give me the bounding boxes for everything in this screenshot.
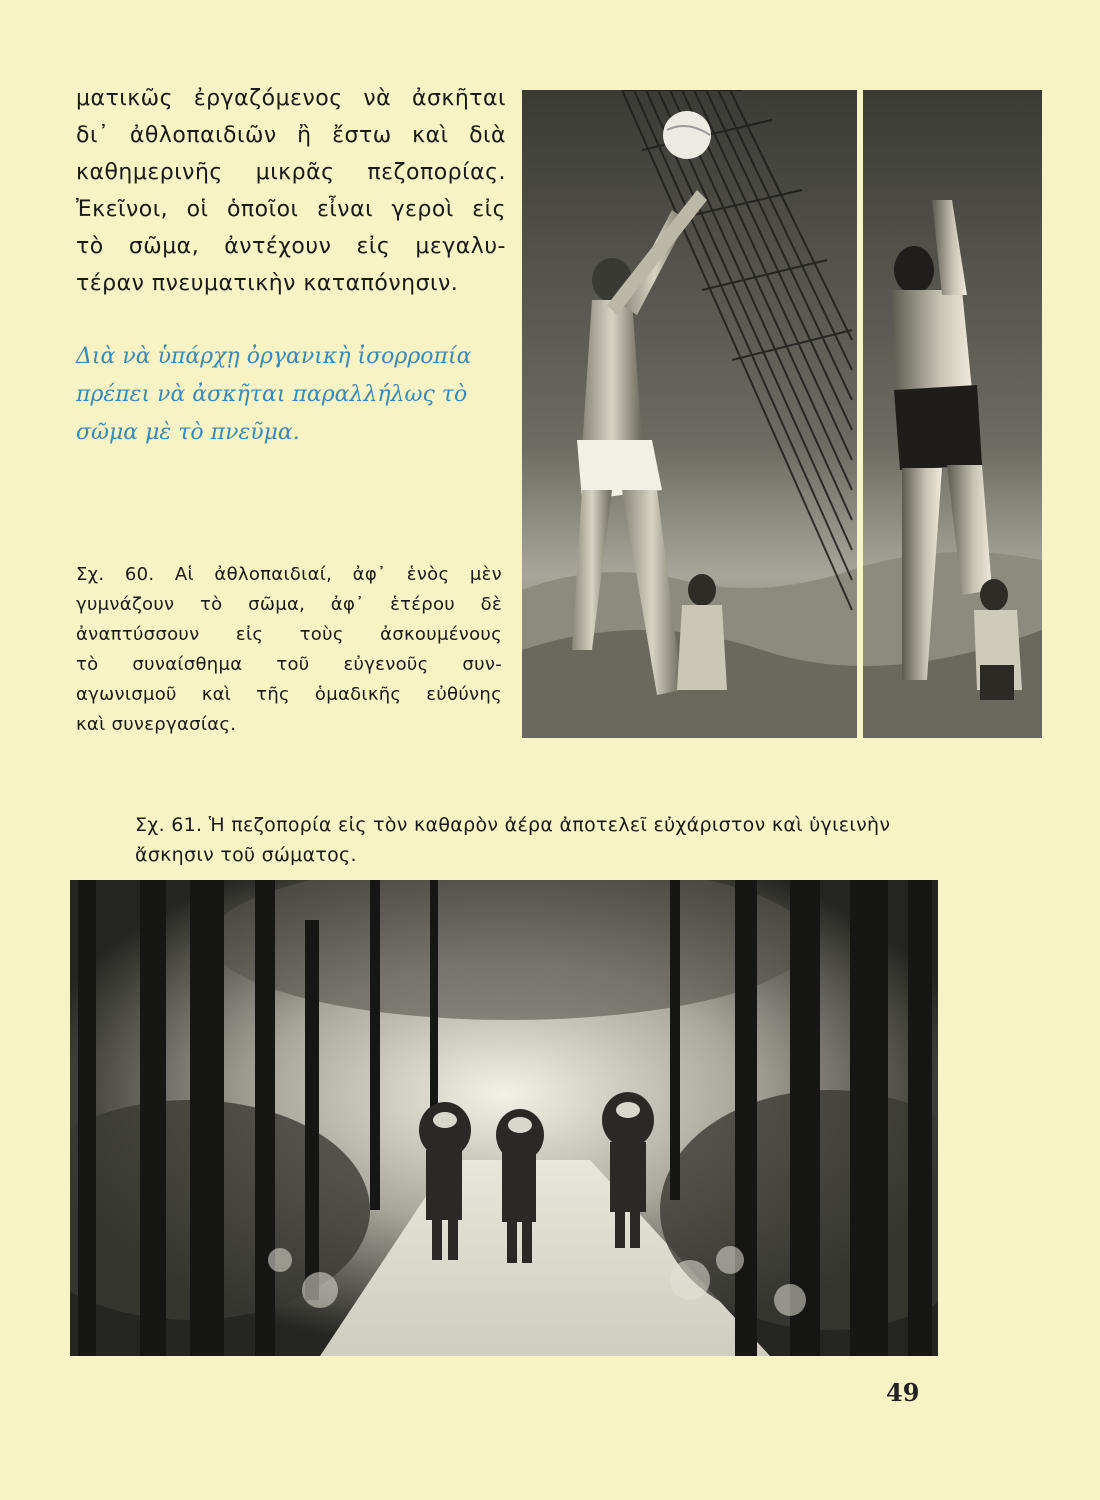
caption-line: καὶ συνεργασίας. (76, 714, 237, 735)
volleyball-photo-illustration (522, 90, 1042, 738)
pullquote-line: πρέπει νὰ ἀσκῆται παραλλήλως τὸ (76, 382, 468, 407)
page-number: 49 (886, 1378, 920, 1407)
caption-line: αγωνισμοῦ καὶ τῆς ὁμαδικῆς εὐθύνης (76, 684, 502, 705)
caption-line: Σχ. 61. Ἡ πεζοπορία εἰς τὸν καθαρὸν ἀέρα ἀποτελεῖ εὐχάριστον καὶ ὑγιεινὴν (135, 814, 891, 836)
figure-61-caption (135, 810, 965, 870)
volleyball-photo (522, 90, 1042, 738)
pullquote (76, 338, 506, 452)
caption-line: τὸ συναίσθημα τοῦ εὐγενοῦς συν- (76, 654, 502, 675)
forest-hike-photo (70, 880, 938, 1356)
caption-line: Σχ. 60. Αἱ ἀθλοπαιδιαί, ἀφ᾿ ἑνὸς μὲν (76, 564, 502, 585)
body-line: τὸ σῶμα, ἀντέχουν εἰς μεγαλυ- (76, 234, 506, 259)
body-paragraph (76, 80, 506, 302)
body-line: τέραν πνευματικὴν καταπόνησιν. (76, 271, 459, 296)
figure-60-caption (76, 560, 502, 740)
pullquote-line: Διὰ νὰ ὑπάρχῃ ὀργανικὴ ἰσορροπία (76, 344, 472, 369)
caption-line: ἄσκησιν τοῦ σώματος. (135, 844, 357, 866)
caption-line: ἀναπτύσσουν εἰς τοὺς ἀσκουμένους (76, 624, 502, 645)
caption-line: γυμνάζουν τὸ σῶμα, ἀφ᾿ ἑτέρου δὲ (76, 594, 502, 615)
body-line: καθημερινῆς μικρᾶς πεζοπορίας. (76, 160, 506, 185)
body-line: ματικῶς ἐργαζόμενος νὰ ἀσκῆται (76, 86, 506, 111)
forest-hike-photo-illustration (70, 880, 938, 1356)
body-line: δι᾿ ἀθλοπαιδιῶν ἢ ἔστω καὶ διὰ (76, 123, 506, 148)
pullquote-line: σῶμα μὲ τὸ πνεῦμα. (76, 420, 300, 445)
body-line: Ἐκεῖνοι, οἱ ὁποῖοι εἶναι γεροὶ εἰς (76, 197, 506, 222)
